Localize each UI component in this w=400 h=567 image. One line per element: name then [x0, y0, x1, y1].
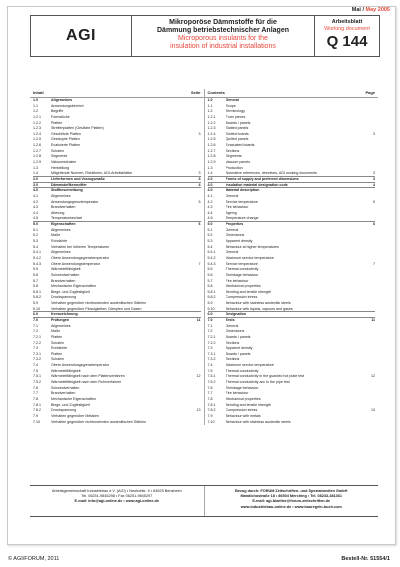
document-number: Q 144 [326, 33, 368, 50]
toc-section-title: Shrinkage behaviour [225, 272, 259, 277]
toc-section-number: 7.5 [207, 368, 213, 373]
toc-page-number: 12 [196, 374, 201, 379]
toc-section-title: Schalen [51, 357, 64, 362]
toc-section-number: 5.3 [207, 239, 213, 244]
toc-section-number: 1.1 [207, 103, 213, 108]
toc-section-title: Behaviour with liquids, vapours and gases [225, 306, 293, 311]
toc-section-title: Verhalten gegenüber Metallen [51, 413, 99, 418]
toc-section-number: 4.2 [207, 199, 213, 204]
toc-section-title: Sections [225, 148, 240, 153]
toc-section-number: 7.8.2 [33, 408, 41, 413]
document-header [30, 15, 380, 57]
toc-section-title: Allgemeines [51, 98, 73, 102]
toc-section-title: Boards / panels [225, 351, 251, 356]
toc-section-title: Schalen [51, 340, 64, 345]
toc-section-number: 1.2.2 [33, 120, 41, 125]
toc-section-number: 3.0 [207, 182, 213, 187]
toc-section-title: Thermal conductivity [225, 368, 259, 373]
toc-section-title: Brandverhalten [51, 278, 76, 283]
toc-section-title: Druckspannung [51, 408, 77, 413]
toc-section-number: 5.9 [33, 301, 38, 306]
toc-section-number: 7.0 [33, 317, 38, 322]
toc-section-number: 1.2 [33, 109, 38, 114]
toc-section-number: 7.3.2 [207, 357, 216, 362]
toc-section-title: Slotted boards [225, 131, 249, 136]
toc-section-number: 7.9 [33, 413, 38, 418]
toc-section-number: 7.4 [33, 363, 38, 368]
issue-date [352, 7, 390, 13]
toc-section-title: Mechanische Eigenschaften [51, 284, 96, 289]
order-number: Bestell-Nr. 51554/1 [341, 556, 390, 562]
toc-section-title: Biege- und Zugfestigkeit [51, 289, 90, 294]
toc-header-en [205, 89, 379, 98]
toc-section-title: Shrinkage behaviour [225, 385, 259, 390]
footer-forum-line: Mandichostraße 18 • 86504 Merching • Tel. 08233-381361 [240, 494, 343, 499]
toc-page-number: 5 [198, 199, 201, 204]
toc-section-title: Obere Anwendungstemperatur [51, 261, 100, 266]
toc-section-number: 1.4 [33, 171, 38, 176]
toc-section-title: Compression stress [225, 408, 258, 413]
toc-section-title: Fire behaviour [225, 391, 249, 396]
toc-section-title: Form pieces [225, 114, 246, 119]
toc-section-number: 7.2.2 [33, 340, 41, 345]
toc-section-number: 5.8.2 [207, 295, 216, 300]
toc-section-number: 1.2.5 [207, 137, 216, 142]
toc-section-title: Gesteppte Platten [51, 137, 80, 142]
toc-section-number: 4.0 [33, 188, 38, 193]
toc-section-title: General [225, 98, 239, 102]
toc-section-title: Alterung [51, 210, 65, 215]
toc-section-number: 7.6 [207, 385, 213, 390]
toc-page-number: 13 [196, 408, 201, 413]
toc-section-number: 4.4 [207, 210, 213, 215]
toc-section-title: Mitgeltende Normen, Richtlinien, AGI-Arbeitsblätter [51, 171, 133, 176]
toc-section-number: 7.10 [33, 419, 40, 424]
toc-section-number: 4.4 [33, 210, 38, 215]
toc-page-number: 3 [373, 176, 375, 181]
agi-logo: AGI [31, 16, 132, 56]
toc-page-number: 3 [198, 171, 201, 176]
issue-date-en: May 2005 [365, 7, 390, 13]
issue-date-sep: / [360, 7, 366, 13]
toc-section-number: 7.10 [207, 419, 215, 424]
toc-section-number: 5.8.1 [207, 289, 216, 294]
publisher-footer [30, 485, 378, 517]
toc-section-number: 5.8 [207, 284, 213, 289]
toc-page-number [191, 420, 201, 426]
toc-section-number: 1.2.3 [207, 126, 216, 131]
toc-section-number: 7.3.1 [207, 351, 216, 356]
toc-section-number: 4.1 [207, 193, 213, 198]
doc-label-de: Arbeitsblatt [331, 19, 363, 25]
toc-section-number: 7.1 [33, 323, 38, 328]
toc-section-number: 5.0 [207, 222, 213, 227]
toc-section-title: Vakuumschalen [51, 160, 77, 165]
toc-section-number: 7.3.1 [33, 351, 41, 356]
toc-section-title: Verhalten gegenüber nichtrostenden austenitischen Stählen [51, 301, 147, 306]
toc-page-number: 11 [371, 317, 375, 322]
toc-section-number: 5.1 [33, 227, 38, 232]
toc-section-title: Obere Anwendungsgrenztemperatur [51, 363, 109, 368]
toc-section-number: 7.8.2 [207, 408, 216, 413]
toc-section-title: Verhalten bei höheren Temperaturen [51, 244, 110, 249]
toc-page-number: 6 [373, 222, 375, 227]
toc-section-number: 1.2.1 [33, 114, 41, 119]
toc-section-number: 5.7 [207, 278, 213, 283]
toc-section-title: Ageing [225, 210, 237, 215]
table-of-contents [30, 89, 378, 425]
toc-section-title: Thermal conductivity [225, 267, 259, 272]
footer-agi-line: Tel. 06251-9845298 • Fax 06251-9845297 [81, 494, 153, 499]
toc-section-title: Quilted panels [225, 137, 249, 142]
toc-section-title: Forms of supply and preferred dimensions [225, 176, 299, 181]
toc-section-title: Allgemeines [51, 227, 71, 232]
toc-section-title: Rohdichte [51, 346, 68, 351]
toc-section-title: Prüfungen [51, 317, 69, 322]
toc-section-number: 7.2.1 [33, 334, 41, 339]
toc-section-number: 6.0 [33, 312, 38, 317]
toc-section-number: 1.4 [207, 171, 213, 176]
toc-section-number: 7.5 [33, 368, 38, 373]
toc-section-title: Wärmeleitfähigkeit nach dem Rohrverfahren [51, 380, 122, 385]
toc-section-number: 7.2.2 [207, 340, 216, 345]
toc-section-number: 5.4 [33, 244, 38, 249]
toc-section-number: 1.2.2 [207, 120, 216, 125]
toc-section-number: 1.2.8 [33, 154, 41, 159]
toc-section-number: 4.5 [207, 216, 213, 221]
toc-section-title: Lieferformen und Vorzugsmaße [51, 176, 105, 181]
toc-section-number: 1.2.9 [33, 160, 41, 165]
toc-section-number: 5.8.2 [33, 295, 41, 300]
toc-section-title: Kennzeichnung [51, 312, 78, 317]
toc-section-title: Tests [225, 317, 235, 322]
toc-section-title: Maximum service temperature [225, 255, 274, 260]
toc-section-number: 1.2.4 [207, 131, 216, 136]
toc-column-de [30, 89, 204, 425]
title-de-line-1: Mikroporöse Dämmstoffe für die [169, 19, 277, 26]
toc-section-title: Mechanical properties [225, 284, 261, 289]
toc-section-title: Bending and tensile strength [225, 402, 272, 407]
toc-section-title: Geschlitzte Platten [51, 131, 81, 136]
toc-section-number: 7.5.1 [33, 374, 41, 379]
toc-section-number: 7.6 [33, 385, 38, 390]
toc-section-number: 1.0 [33, 98, 38, 102]
toc-section-title: Platten [51, 120, 63, 125]
toc-section-title: General [225, 323, 239, 328]
toc-section-title: Sections [225, 357, 240, 362]
toc-page-number [365, 420, 375, 426]
toc-section-number: 7.8.1 [33, 402, 41, 407]
toc-section-title: Dimensions [225, 233, 245, 238]
toc-section-title: Rohdichte [51, 239, 68, 244]
toc-section-number: 4.3 [33, 205, 38, 210]
toc-section-number: 5.4.1 [33, 250, 41, 255]
toc-section-title: Dimensions [225, 329, 245, 334]
toc-section-title: Behaviour at higher temperatures [225, 244, 279, 249]
toc-section-title: Anwendungsbereich [51, 103, 84, 108]
toc-section-title: Terminology [225, 109, 245, 114]
toc-section-number: 5.2 [33, 233, 38, 238]
toc-section-number: 7.9 [207, 413, 213, 418]
toc-page-heading-de: Seite [190, 90, 201, 95]
toc-section-title: Obere Anwendungsgrenztemperatur [51, 255, 109, 260]
footer-agi-address [30, 486, 204, 516]
toc-section-number: 7.5.2 [33, 380, 41, 385]
toc-section-title: Herstellung [51, 165, 70, 170]
toc-section-number: 1.1 [33, 103, 38, 108]
toc-section-number: 1.2 [207, 109, 213, 114]
toc-section-title: Anwendungsgrenztemperatur [51, 199, 99, 204]
toc-section-title: Brandverhalten [51, 391, 76, 396]
toc-section-title: Designation [225, 312, 247, 317]
toc-section-number: 1.0 [207, 98, 213, 102]
toc-section-title: Production [225, 165, 243, 170]
toc-row [30, 420, 204, 426]
toc-section-number: 5.9 [207, 301, 213, 306]
toc-section-number: 1.2.6 [33, 143, 41, 148]
toc-section-number: 1.2.7 [207, 148, 216, 153]
toc-section-title: General [225, 227, 239, 232]
toc-section-title: Behaviour with stainless austenitic steels [225, 301, 291, 306]
toc-section-number: 5.4.2 [33, 255, 41, 260]
toc-section-number: 5.4.1 [207, 250, 216, 255]
toc-section-title: Platten [51, 334, 63, 339]
title-en-line-2: insulation of industrial installations [170, 43, 276, 50]
toc-section-number: 5.2 [207, 233, 213, 238]
toc-section-number: 4.1 [33, 193, 38, 198]
toc-section-title: Eigenschaften [51, 222, 76, 227]
footer-forum-line: E-mail: agi-blaetter@forum-zeitschriften.de [252, 499, 331, 504]
toc-section-title: Segmente [51, 154, 68, 159]
toc-section-title: Vacuum panels [225, 160, 251, 165]
toc-section-title: Druckspannung [51, 295, 77, 300]
toc-section-number: 7.0 [207, 317, 213, 322]
toc-section-title: Dämmstoffkennziffer [51, 182, 87, 187]
toc-page-number: 3 [198, 176, 201, 181]
toc-section-title: Apparent density [225, 239, 253, 244]
toc-section-number: 1.2.3 [33, 126, 41, 131]
toc-section-number: 1.3 [33, 165, 38, 170]
toc-section-number: 5.5 [207, 267, 213, 272]
toc-section-title: Sections [225, 340, 240, 345]
toc-section-number: 7.4 [207, 363, 213, 368]
toc-section-number: 3.0 [33, 182, 38, 187]
toc-section-title: Bending and tensile strength [225, 289, 272, 294]
toc-section-title: Schwindverhalten [51, 272, 80, 277]
toc-section-number: 5.4.3 [207, 261, 216, 266]
toc-section-title: Thermal conductivity acc to the pipe test [225, 380, 290, 385]
toc-section-number: 5.6 [207, 272, 213, 277]
toc-section-number: 5.4.2 [207, 255, 216, 260]
document-number-box [315, 16, 379, 56]
toc-section-number: 7.2.1 [207, 334, 216, 339]
toc-section-title: Biege- und Zugfestigkeit [51, 402, 90, 407]
toc-section-number: 5.1 [207, 227, 213, 232]
toc-section-title: Insulation material designation code [225, 182, 288, 187]
toc-section-number: 7.1 [207, 323, 213, 328]
toc-section-title: General [225, 250, 239, 255]
toc-heading-en: Contents [207, 90, 225, 95]
toc-page-number: 13 [371, 408, 375, 413]
toc-section-title: Schwindverhalten [51, 385, 80, 390]
toc-section-number: 7.7 [33, 391, 38, 396]
toc-section-number: 7.3 [33, 346, 38, 351]
toc-section-number: 1.2.8 [207, 154, 216, 159]
toc-section-title: Schalen [51, 148, 64, 153]
toc-section-number: 5.4 [207, 244, 213, 249]
toc-section-number: 5.10 [33, 306, 40, 311]
toc-section-number: 2.0 [207, 176, 213, 181]
footer-agi-line: E-mail: info@agi-online.de • www.agi-online.de [74, 499, 159, 504]
toc-section-title: Formstücke [51, 114, 70, 119]
toc-section-number: 4.3 [207, 205, 213, 210]
toc-row [205, 420, 379, 426]
toc-section-title: Wärmeleitfähigkeit nach dem Plattenverfahren [51, 374, 125, 379]
toc-section-number: 1.2.5 [33, 137, 41, 142]
toc-page-heading-en: Page [365, 90, 375, 95]
toc-section-title: Apparent density [225, 346, 253, 351]
toc-section-number: 1.2.4 [33, 131, 41, 136]
toc-page-number: 4 [373, 182, 375, 187]
toc-page-number: 12 [371, 374, 375, 379]
toc-section-number: 4.2 [33, 199, 38, 204]
toc-page-number: 5 [373, 199, 375, 204]
footer-agi-line: Arbeitsgemeinschaft Industriebau e.V. (AGI) • Neuhofstr. 9 • 64625 Bensheim [51, 489, 182, 493]
toc-section-number: 1.3 [207, 165, 213, 170]
toc-section-title: Brandverhalten [51, 205, 76, 210]
toc-section-number: 5.10 [207, 306, 215, 311]
toc-section-number: 7.3.2 [33, 357, 41, 362]
toc-section-number: 5.8 [33, 284, 38, 289]
toc-section-title: Mechanische Eigenschaften [51, 396, 96, 401]
toc-section-number: 7.8 [207, 396, 213, 401]
title-en-line-1: Microporous insulants for the [178, 35, 268, 42]
toc-section-title: Evacuated boards [225, 143, 255, 148]
toc-section-title: Stoffbeschreibung [51, 188, 83, 193]
document-title [132, 16, 315, 56]
toc-section-number: 6.0 [207, 312, 213, 317]
toc-header-de [30, 89, 204, 98]
toc-page-number: 7 [198, 261, 201, 266]
toc-section-title: Allgemeines [51, 250, 71, 255]
copyright-notice: © AGI/FORUM, 2011 [8, 556, 60, 562]
toc-section-title: Maße [51, 329, 61, 334]
toc-section-number: 7.8.1 [207, 402, 216, 407]
toc-section-number: 7.5.1 [207, 374, 216, 379]
footer-forum-line: Bezug durch: FORUM Zeitschriften- und Spezialmedien GmbH [235, 489, 348, 493]
toc-section-title: Behaviour with stainless austenitic steels [225, 419, 291, 424]
title-de-line-2: Dämmung betriebstechnischer Anlagen [157, 27, 289, 34]
toc-section-title: Evakuierte Platten [51, 143, 81, 148]
toc-section-title: Fire behaviour [225, 205, 249, 210]
toc-section-title: Verhalten gegenüber Flüssigkeiten, Dämpfen und Gasen [51, 306, 142, 311]
toc-section-title: Streifenplatten (Geslitzte Platten) [51, 126, 104, 131]
toc-section-number: 5.5 [33, 267, 38, 272]
toc-section-title: Fire behaviour [225, 278, 249, 283]
toc-section-title: Properties [225, 222, 244, 227]
toc-section-title: Behaviour with metals [225, 413, 261, 418]
toc-section-number: 1.2.9 [207, 160, 216, 165]
toc-section-number: 5.7 [33, 278, 38, 283]
toc-section-title: Wärmeleitfähigkeit [51, 267, 81, 272]
toc-page-number: 3 [373, 171, 375, 176]
toc-section-title: Boards / panels [225, 120, 251, 125]
toc-section-title: Platten [51, 351, 63, 356]
toc-section-number: 7.5.2 [207, 380, 216, 385]
toc-section-title: Temperature change [225, 216, 259, 221]
toc-heading-de: Inhalt [33, 90, 44, 95]
toc-page-number: 3 [198, 131, 201, 136]
issue-date-de: Mai [351, 7, 361, 13]
doc-label-en: Working document [324, 26, 370, 32]
toc-section-title: Service temperature [225, 261, 258, 266]
toc-section-title: Temperaturwechsel [51, 216, 83, 221]
toc-section-number: 7.3 [207, 346, 213, 351]
toc-column-en [204, 89, 379, 425]
toc-section-title: Material description [225, 188, 260, 193]
toc-section-title: Thermal conductivity in the guarded hot plate test [225, 374, 305, 379]
toc-section-title: Scope [225, 103, 236, 108]
toc-section-title: General [225, 193, 239, 198]
toc-section-title: Allgemeines [51, 193, 71, 198]
toc-page-number: 6 [198, 222, 201, 227]
toc-section-number: 7.8 [33, 396, 38, 401]
toc-page-number: 11 [196, 317, 201, 322]
toc-page-number: 7 [373, 261, 375, 266]
toc-section-number: 7.2 [33, 329, 38, 334]
toc-section-number: 4.5 [33, 216, 38, 221]
toc-section-title: Segments [225, 154, 242, 159]
document-page [7, 6, 396, 545]
toc-section-title: Service temperature [225, 199, 258, 204]
toc-section-title: Begriffe [51, 109, 64, 114]
toc-section-number: 1.2.1 [207, 114, 216, 119]
toc-section-title: Normative references, directives, AGI working documents [225, 171, 317, 176]
toc-section-title: Wärmeleitfähigkeit [51, 368, 81, 373]
toc-section-title: Slatted panels [225, 126, 249, 131]
toc-section-number: 7.7 [207, 391, 213, 396]
toc-page-number: 4 [198, 182, 201, 187]
toc-section-number: 5.8.1 [33, 289, 41, 294]
toc-section-number: 5.3 [33, 239, 38, 244]
toc-section-title: Maximum service temperature [225, 363, 274, 368]
toc-section-number: 2.0 [33, 176, 38, 181]
toc-section-title: Mechanical properties [225, 396, 261, 401]
toc-section-title: Compression stress [225, 295, 258, 300]
footer-forum-address [204, 486, 379, 516]
toc-section-number: 5.0 [33, 222, 38, 227]
footer-forum-line: www.industriebau-online.de • www.bauregeln-buch.com [240, 504, 342, 509]
toc-section-title: Boards / panels [225, 334, 251, 339]
toc-section-number: 4.0 [207, 188, 213, 193]
toc-section-number: 1.2.7 [33, 148, 41, 153]
toc-section-number: 5.4.3 [33, 261, 41, 266]
toc-section-title: Maße [51, 233, 61, 238]
toc-section-number: 1.2.6 [207, 143, 216, 148]
toc-section-title: Verhalten gegenüber nichtrostenden austenitischen Stählen [51, 419, 147, 424]
toc-page-number: 3 [373, 131, 375, 136]
toc-section-number: 5.6 [33, 272, 38, 277]
toc-section-title: Allgemeines [51, 323, 71, 328]
toc-section-number: 7.2 [207, 329, 213, 334]
